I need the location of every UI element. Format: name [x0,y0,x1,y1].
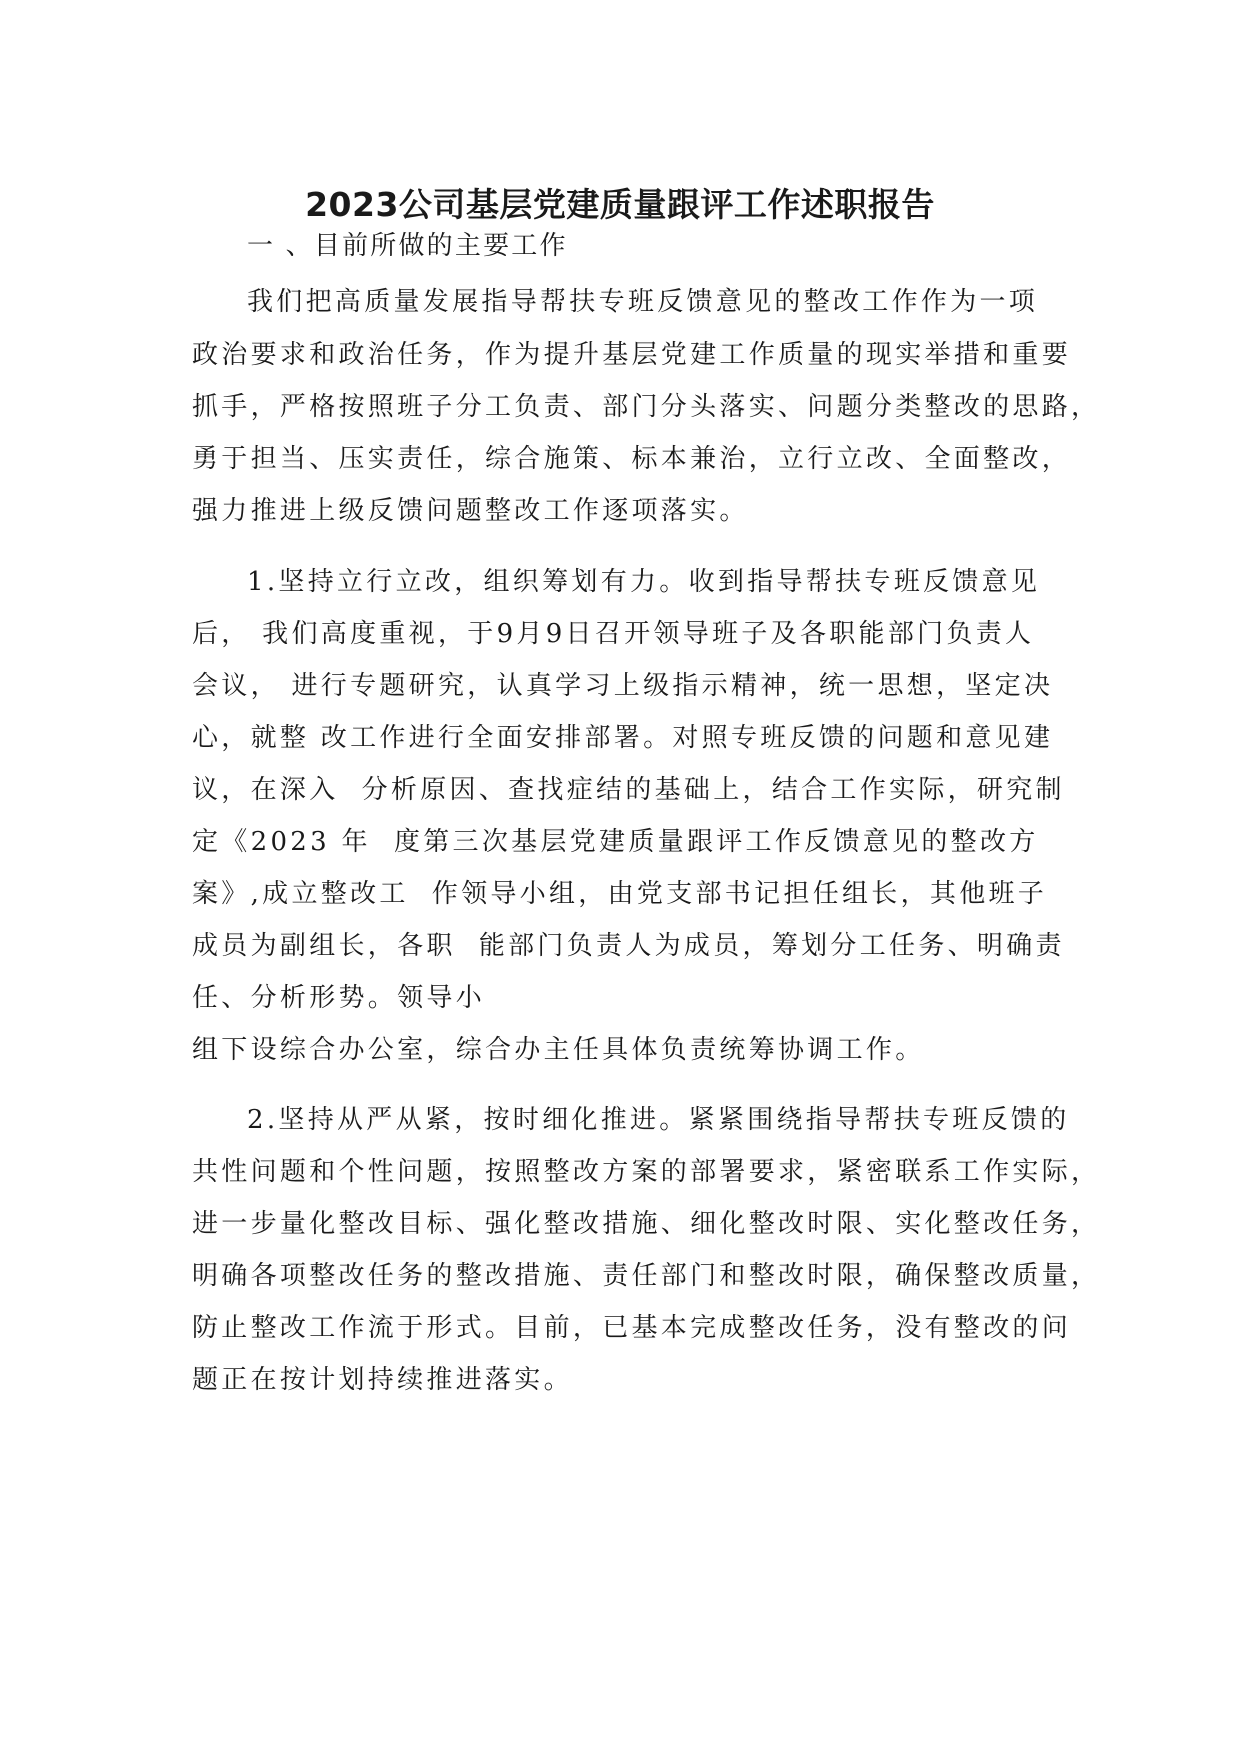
document-title: 2023公司基层党建质量跟评工作述职报告 [305,185,935,224]
paragraph-intro-line: 抓手，严格按照班子分工负责、部门分头落实、问题分类整改的思路， [192,392,1101,422]
paragraph-intro-line: 政治要求和政治任务，作为提升基层党建工作质量的现实举措和重要 [192,340,1072,370]
paragraph-2-line: 题正在按计划持续推进落实。 [192,1365,573,1395]
paragraph-intro-line: 强力推进上级反馈问题整改工作逐项落实。 [192,496,749,526]
paragraph-intro-line: 勇于担当、压实责任，综合施策、标本兼治，立行立改、全面整改， [192,444,1072,474]
paragraph-2-line: 防止整改工作流于形式。目前，已基本完成整改任务，没有整改的问 [192,1313,1072,1343]
paragraph-intro-line: 我们把高质量发展指导帮扶专班反馈意见的整改工作作为一项 [247,287,1039,317]
paragraph-1-line: 会议， 进行专题研究，认真学习上级指示精神，统一思想，坚定决 [192,671,1054,701]
paragraph-1-line: 议，在深入 分析原因、查找症结的基础上，结合工作实际，研究制 [192,775,1065,805]
section-heading: 一 、目前所做的主要工作 [247,231,568,261]
paragraph-1-line: 成员为副组长，各职 能部门负责人为成员，筹划分工任务、明确责 [192,931,1065,961]
paragraph-2-line: 进一步量化整改目标、强化整改措施、细化整改时限、实化整改任务， [192,1209,1101,1239]
paragraph-2-line: 共性问题和个性问题，按照整改方案的部署要求，紧密联系工作实际， [192,1157,1101,1187]
paragraph-1-line: 任、分析形势。领导小 [192,983,486,1013]
paragraph-2-line: 明确各项整改任务的整改措施、责任部门和整改时限，确保整改质量， [192,1261,1101,1291]
paragraph-2-line: 2.坚持从严从紧，按时细化推进。紧紧围绕指导帮扶专班反馈的 [247,1105,1070,1135]
paragraph-1-line: 心，就整 改工作进行全面安排部署。对照专班反馈的问题和意见建 [192,723,1054,753]
paragraph-1-line: 后， 我们高度重视，于9月9日召开领导班子及各职能部门负责人 [192,619,1035,649]
paragraph-1-line: 组下设综合办公室，综合办主任具体负责统筹协调工作。 [192,1035,925,1065]
paragraph-1-line: 定《2023 年 度第三次基层党建质量跟评工作反馈意见的整改方 [192,827,1039,857]
paragraph-1-line: 案》,成立整改工 作领导小组，由党支部书记担任组长，其他班子 [192,879,1048,909]
paragraph-1-line: 1.坚持立行立改，组织筹划有力。收到指导帮扶专班反馈意见 [247,567,1041,597]
